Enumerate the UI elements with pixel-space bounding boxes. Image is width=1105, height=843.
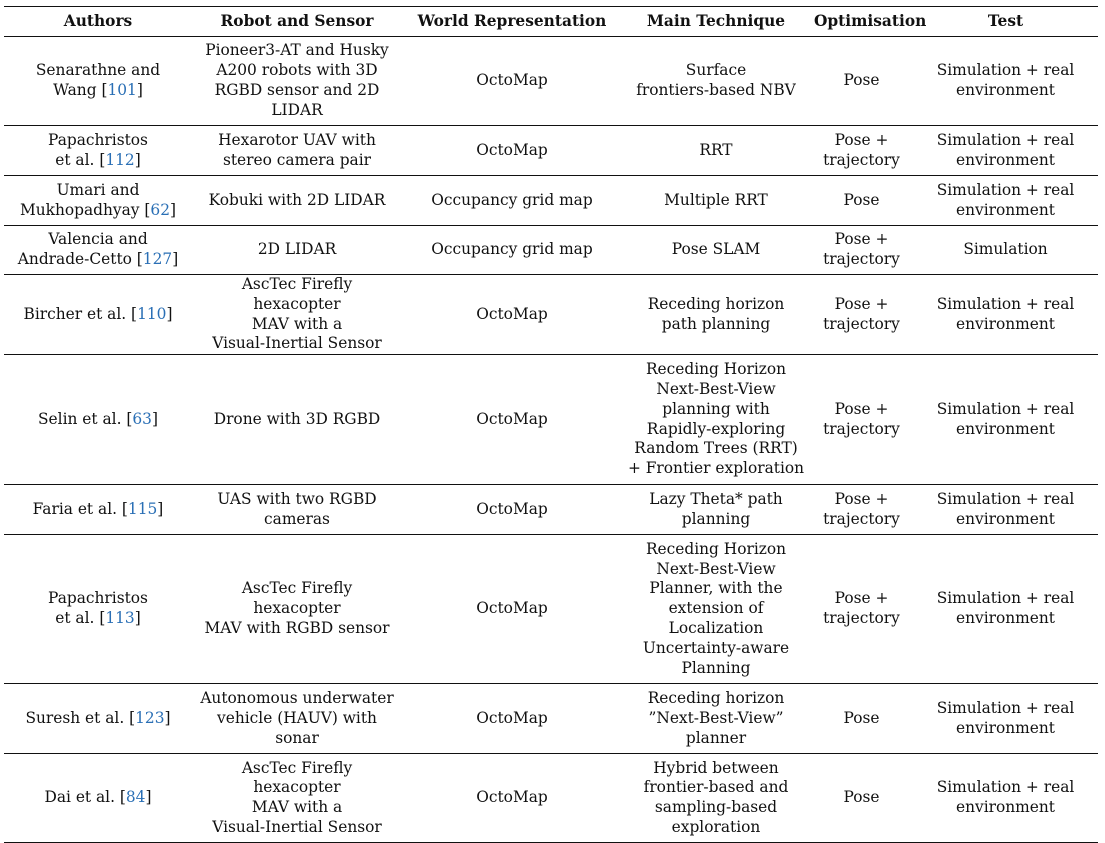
cell-line: trajectory [823,509,900,528]
main-technique-cell [622,37,810,126]
cell-line: exploration [671,817,761,836]
citation-bracket: ] [134,609,141,628]
main-technique-cell [622,485,810,535]
cell-line: LIDAR [271,100,323,119]
cell-line: trajectory [823,250,900,268]
robot-sensor-cell [192,37,402,126]
robot-sensor-cell [192,226,402,275]
author-cell [4,126,192,176]
cell-line: frontier-based and [643,778,789,797]
world-representation-cell [402,126,622,176]
test-cell [913,37,1098,126]
cell-line: Pose SLAM [671,240,761,259]
robot-sensor-cell [192,126,402,176]
cell-line: environment [956,200,1055,219]
cell-line: Simulation + real [936,778,1075,797]
cell-line: A200 robots with 3D [216,61,378,80]
test-cell [913,355,1098,485]
main-technique-cell [622,355,810,485]
citation-bracket: ] [164,708,171,727]
main-technique-cell [622,535,810,684]
citation-link[interactable]: 63 [132,409,152,428]
cell-line: Dai et al. [ [44,788,126,807]
cell-line: Pose + [834,294,889,313]
test-cell [913,126,1098,176]
author-cell [4,226,192,275]
table-row [4,535,1098,684]
citation-link[interactable]: 115 [127,499,158,518]
citation-link[interactable]: 112 [105,150,135,169]
citation-bracket: ] [134,150,141,169]
cell-line: Planning [681,658,751,677]
optimisation-cell [810,355,913,485]
cell-line: et al. [ [55,609,106,628]
cell-line: Drone with 3D RGBD [213,409,381,428]
cell-line: extension of [668,599,764,618]
cell-line: Receding horizon [647,688,785,707]
citation-link[interactable]: 123 [135,708,165,727]
cell-line: Wang [ [53,81,108,99]
main-technique-cell [622,126,810,176]
cell-line: MAV with a [251,314,343,333]
table-row [4,126,1098,176]
table-row [4,684,1098,754]
cell-line: trajectory [823,150,900,169]
citation-link[interactable]: 110 [137,304,167,323]
cell-line: Simulation + real [936,489,1075,508]
test-cell [913,176,1098,226]
main-technique-cell [622,684,810,754]
cell-line: Surface [685,61,747,80]
cell-line: Autonomous underwater [200,688,394,707]
citation-link[interactable]: 62 [150,200,170,219]
author-cell [4,275,192,355]
citation-bracket: ] [157,499,164,518]
cell-line: OctoMap [476,708,548,727]
cell-line: Selin et al. [ [38,409,133,428]
cell-line: AscTec Firefly hexacopter [241,579,353,618]
cell-line: Next-Best-View [656,559,776,578]
robot-sensor-cell [192,176,402,226]
test-cell [913,226,1098,275]
cell-line: Umari and [56,180,140,199]
cell-line: Pose [843,71,880,90]
cell-line: environment [956,609,1055,628]
citation-bracket: ] [170,200,177,219]
world-representation-cell [402,37,622,126]
cell-line: Uncertainty-aware [642,638,790,657]
cell-line: OctoMap [476,409,548,428]
optimisation-cell [810,226,913,275]
cell-line: planner [685,728,747,747]
cell-line: MAV with a [251,798,343,817]
world-representation-cell [402,355,622,485]
cell-line: Localization [668,619,764,638]
robot-sensor-cell [192,535,402,684]
world-representation-cell [402,535,622,684]
table-row [4,37,1098,126]
cell-line: Mukhopadhyay [ [19,200,151,219]
cell-line: environment [956,314,1055,333]
author-cell [4,754,192,843]
table-row [4,754,1098,843]
citation-bracket: ] [166,304,173,323]
test-cell [913,684,1098,754]
robot-sensor-cell [192,485,402,535]
cell-line: OctoMap [476,788,548,807]
cell-line: Pose + [834,589,889,608]
world-representation-header: World Representation [402,7,622,37]
cell-line: Pose + [834,399,889,418]
cell-line: UAS with two RGBD [217,489,377,508]
table-row [4,485,1098,535]
main-technique-header: Main Technique [622,7,810,37]
table-row [4,176,1098,226]
cell-line: Papachristos [48,130,148,149]
main-technique-cell [622,226,810,275]
cell-line: Simulation + real [936,399,1075,418]
optimisation-cell [810,37,913,126]
cell-line: Planner, with the [649,579,783,598]
citation-link[interactable]: 84 [125,788,146,807]
optimisation-cell [810,684,913,754]
cell-line: ”Next-Best-View” [648,708,784,727]
cell-line: OctoMap [476,599,548,618]
robot-sensor-cell [192,754,402,843]
cell-line: Multiple RRT [664,190,768,209]
cell-line: Hybrid between [653,758,779,777]
table-row [4,226,1098,275]
cell-line: environment [956,798,1055,817]
cell-line: Rapidly-exploring [646,419,786,438]
authors-header: Authors [4,7,192,37]
cell-line: environment [956,150,1055,169]
author-cell [4,684,192,754]
cell-line: sampling-based [654,798,778,817]
author-cell [4,176,192,226]
author-cell [4,535,192,684]
cell-line: Simulation + real [936,294,1075,313]
cell-line: Papachristos [48,589,148,608]
test-cell [913,754,1098,843]
cell-line: sonar [275,728,319,747]
comparison-table [4,6,1098,843]
cell-line: vehicle (HAUV) with [217,708,377,727]
cell-line: environment [956,81,1055,99]
robot-sensor-cell [192,275,402,355]
main-technique-cell [622,176,810,226]
main-technique-cell [622,754,810,843]
cell-line: OctoMap [476,71,548,90]
world-representation-cell [402,485,622,535]
cell-line: environment [956,419,1055,438]
cell-line: Valencia and [48,230,148,249]
cell-line: Pose + [834,130,889,149]
citation-link[interactable]: 101 [107,81,137,99]
cell-line: Occupancy grid map [431,190,593,209]
cell-line: + Frontier exploration [627,459,805,478]
cell-line: Lazy Theta* path [649,489,783,508]
main-technique-cell [622,275,810,355]
cell-line: OctoMap [476,304,548,323]
cell-line: Simulation + real [936,130,1075,149]
optimisation-cell [810,535,913,684]
cell-line: trajectory [823,609,900,628]
header-row [4,7,1098,37]
test-header: Test [913,7,1098,37]
cell-line: Occupancy grid map [431,240,593,259]
cell-line: trajectory [823,419,900,438]
cell-line: Pose + [834,489,889,508]
cell-line: Receding horizon [647,294,785,313]
optimisation-cell [810,485,913,535]
cell-line: Simulation + real [936,589,1075,608]
cell-line: RGBD sensor and 2D [214,81,380,99]
optimisation-cell [810,176,913,226]
citation-bracket: ] [151,409,158,428]
cell-line: Simulation + real [936,698,1075,717]
cell-line: planning [681,509,751,528]
optimisation-cell [810,754,913,843]
cell-line: Faria et al. [ [32,499,128,518]
cell-line: AscTec Firefly hexacopter [241,275,353,313]
citation-bracket: ] [172,250,179,268]
world-representation-cell [402,754,622,843]
cell-line: Visual-Inertial Sensor [212,334,382,353]
optimisation-header: Optimisation [810,7,913,37]
robot-sensor-header: Robot and Sensor [192,7,402,37]
cell-line: Bircher et al. [ [23,304,138,323]
cell-line: frontiers-based NBV [636,81,796,99]
cell-line: OctoMap [476,140,548,159]
test-cell [913,275,1098,355]
cell-line: et al. [ [55,150,106,169]
cell-line: Suresh et al. [ [25,708,136,727]
cell-line: Andrade-Cetto [ [17,250,143,268]
cell-line: Pose + [834,230,889,249]
cell-line: Kobuki with 2D LIDAR [208,190,386,209]
citation-link[interactable]: 127 [142,250,173,268]
cell-line: Senarathne and [35,61,161,80]
author-cell [4,355,192,485]
citation-link[interactable]: 113 [105,609,135,628]
author-cell [4,37,192,126]
optimisation-cell [810,126,913,176]
table-row [4,355,1098,485]
cell-line: Simulation + real [936,180,1075,199]
author-cell [4,485,192,535]
optimisation-cell [810,275,913,355]
world-representation-cell [402,176,622,226]
world-representation-cell [402,226,622,275]
robot-sensor-cell [192,355,402,485]
test-cell [913,535,1098,684]
cell-line: Simulation + real [936,61,1075,80]
cell-line: Next-Best-View [656,380,776,399]
cell-line: Pioneer3-AT and Husky [205,41,389,60]
cell-line: environment [956,509,1055,528]
cell-line: Receding Horizon [645,360,787,379]
cell-line: Visual-Inertial Sensor [212,817,382,836]
cell-line: Receding Horizon [645,539,787,558]
cell-line: Pose [843,190,880,209]
cell-line: stereo camera pair [222,150,372,169]
cell-line: RRT [699,140,733,159]
robot-sensor-cell [192,684,402,754]
cell-line: Pose [843,708,880,727]
cell-line: Simulation [963,240,1048,259]
cell-line: path planning [661,314,771,333]
cell-line: MAV with RGBD sensor [204,619,390,638]
world-representation-cell [402,275,622,355]
table-row [4,275,1098,355]
test-cell [913,485,1098,535]
cell-line: Hexarotor UAV with [218,130,376,149]
cell-line: trajectory [823,314,900,333]
cell-line: 2D LIDAR [257,240,337,259]
cell-line: Random Trees (RRT) [634,439,798,458]
cell-line: planning with [662,399,770,418]
citation-bracket: ] [145,788,152,807]
cell-line: environment [956,718,1055,737]
citation-bracket: ] [136,81,143,99]
cell-line: Pose [843,788,880,807]
cell-line: cameras [264,509,330,528]
cell-line: OctoMap [476,499,548,518]
world-representation-cell [402,684,622,754]
cell-line: AscTec Firefly hexacopter [241,758,353,797]
